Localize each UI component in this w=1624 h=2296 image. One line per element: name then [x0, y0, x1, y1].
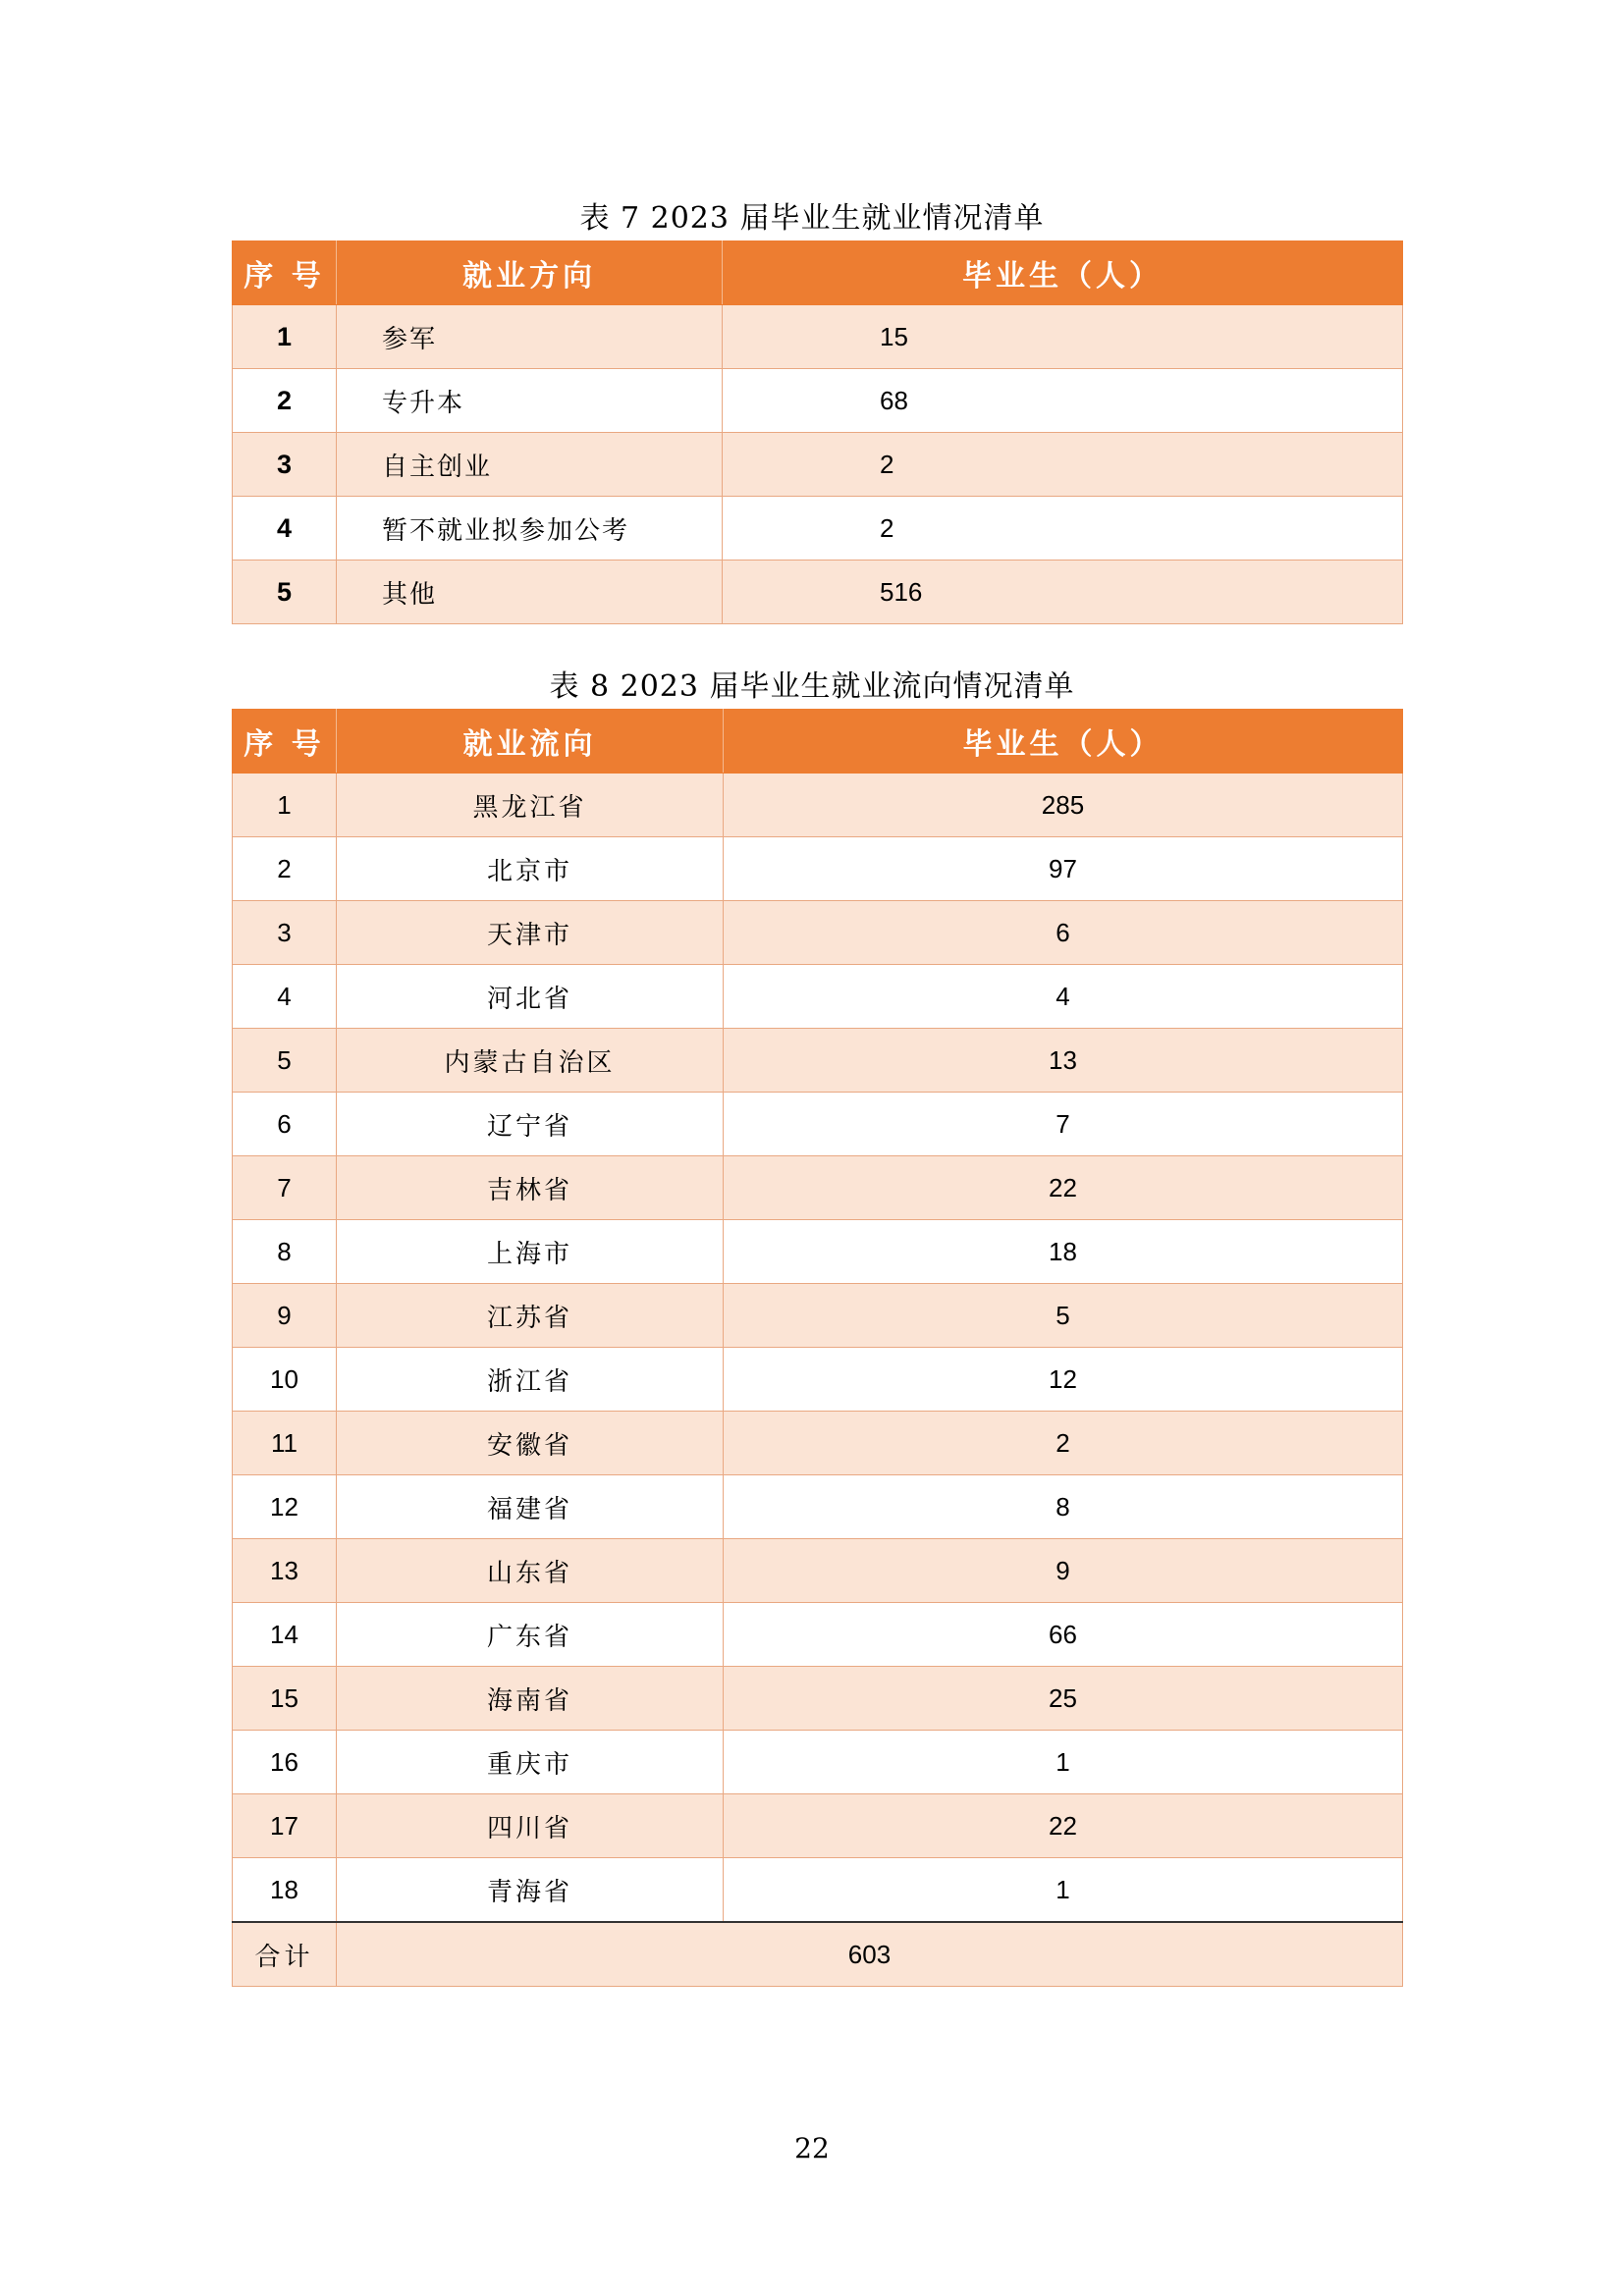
graduate-count-cell: 8 — [724, 1475, 1403, 1539]
table-row — [233, 1220, 1403, 1284]
serial-number-cell: 13 — [233, 1539, 337, 1603]
serial-number-cell: 3 — [233, 901, 337, 965]
graduate-count-cell: 9 — [724, 1539, 1403, 1603]
graduate-count-cell: 12 — [724, 1348, 1403, 1412]
graduate-count-cell: 285 — [724, 774, 1403, 837]
destination-cell: 吉林省 — [337, 1156, 724, 1220]
table-row — [233, 1858, 1403, 1923]
destination-cell: 黑龙江省 — [337, 774, 724, 837]
graduate-count-cell: 7 — [724, 1093, 1403, 1156]
serial-number-cell: 10 — [233, 1348, 337, 1412]
serial-number-cell: 2 — [233, 837, 337, 901]
graduate-count-cell: 97 — [724, 837, 1403, 901]
header-employment-direction: 就业方向 — [337, 241, 723, 305]
table-row — [233, 1667, 1403, 1731]
table-row — [233, 1093, 1403, 1156]
graduate-count-cell: 22 — [724, 1156, 1403, 1220]
employment-situation-table — [232, 240, 1403, 624]
serial-number-cell: 8 — [233, 1220, 337, 1284]
employment-direction-cell: 专升本 — [337, 369, 723, 433]
employment-direction-cell: 其他 — [337, 561, 723, 624]
graduate-count-cell: 2 — [723, 497, 1403, 561]
serial-number-cell: 4 — [233, 497, 337, 561]
table-row — [233, 433, 1403, 497]
graduate-count-cell: 2 — [723, 433, 1403, 497]
destination-cell: 山东省 — [337, 1539, 724, 1603]
graduate-count-cell: 1 — [724, 1731, 1403, 1794]
table-8-caption: 表 8 2023 届毕业生就业流向情况清单 — [549, 669, 1075, 704]
serial-number-cell: 12 — [233, 1475, 337, 1539]
graduate-count-cell: 5 — [724, 1284, 1403, 1348]
table-row — [233, 837, 1403, 901]
table-7-caption: 表 7 2023 届毕业生就业情况清单 — [579, 201, 1045, 236]
table-header-row — [233, 241, 1403, 305]
serial-number-cell: 1 — [233, 305, 337, 369]
page-number: 22 — [794, 2132, 830, 2164]
serial-number-cell: 17 — [233, 1794, 337, 1858]
total-row — [233, 1922, 1403, 1987]
serial-number-cell: 5 — [233, 561, 337, 624]
table-row — [233, 497, 1403, 561]
employment-direction-cell: 自主创业 — [337, 433, 723, 497]
serial-number-cell: 7 — [233, 1156, 337, 1220]
destination-cell: 天津市 — [337, 901, 724, 965]
table-row — [233, 901, 1403, 965]
table-row — [233, 561, 1403, 624]
destination-cell: 辽宁省 — [337, 1093, 724, 1156]
serial-number-cell: 18 — [233, 1858, 337, 1923]
graduate-count-cell: 66 — [724, 1603, 1403, 1667]
serial-number-cell: 4 — [233, 965, 337, 1029]
table-row — [233, 1412, 1403, 1475]
destination-cell: 浙江省 — [337, 1348, 724, 1412]
table-row — [233, 1794, 1403, 1858]
serial-number-cell: 9 — [233, 1284, 337, 1348]
employment-direction-cell: 暂不就业拟参加公考 — [337, 497, 723, 561]
table-row — [233, 774, 1403, 837]
serial-number-cell: 15 — [233, 1667, 337, 1731]
header-graduate-count: 毕业生（人） — [724, 710, 1403, 774]
graduate-count-cell: 13 — [724, 1029, 1403, 1093]
destination-cell: 内蒙古自治区 — [337, 1029, 724, 1093]
destination-cell: 海南省 — [337, 1667, 724, 1731]
table-row — [233, 1029, 1403, 1093]
graduate-count-cell: 25 — [724, 1667, 1403, 1731]
header-graduate-count: 毕业生（人） — [723, 241, 1403, 305]
graduate-count-cell: 2 — [724, 1412, 1403, 1475]
serial-number-cell: 2 — [233, 369, 337, 433]
destination-cell: 福建省 — [337, 1475, 724, 1539]
table-row — [233, 1539, 1403, 1603]
table-header-row — [233, 710, 1403, 774]
header-serial-number: 序 号 — [233, 241, 337, 305]
graduate-count-cell: 15 — [723, 305, 1403, 369]
destination-cell: 四川省 — [337, 1794, 724, 1858]
destination-cell: 重庆市 — [337, 1731, 724, 1794]
serial-number-cell: 14 — [233, 1603, 337, 1667]
employment-direction-cell: 参军 — [337, 305, 723, 369]
serial-number-cell: 3 — [233, 433, 337, 497]
total-label: 合计 — [233, 1922, 337, 1987]
employment-destination-table — [232, 709, 1403, 1987]
table-row — [233, 1284, 1403, 1348]
table-row — [233, 369, 1403, 433]
table-row — [233, 1348, 1403, 1412]
serial-number-cell: 6 — [233, 1093, 337, 1156]
graduate-count-cell: 516 — [723, 561, 1403, 624]
table-row — [233, 1156, 1403, 1220]
serial-number-cell: 1 — [233, 774, 337, 837]
destination-cell: 青海省 — [337, 1858, 724, 1923]
destination-cell: 河北省 — [337, 965, 724, 1029]
table-row — [233, 1603, 1403, 1667]
serial-number-cell: 16 — [233, 1731, 337, 1794]
header-serial-number: 序 号 — [233, 710, 337, 774]
destination-cell: 江苏省 — [337, 1284, 724, 1348]
serial-number-cell: 11 — [233, 1412, 337, 1475]
table-row — [233, 305, 1403, 369]
table-row — [233, 1475, 1403, 1539]
graduate-count-cell: 6 — [724, 901, 1403, 965]
graduate-count-cell: 1 — [724, 1858, 1403, 1923]
destination-cell: 北京市 — [337, 837, 724, 901]
header-employment-destination: 就业流向 — [337, 710, 724, 774]
graduate-count-cell: 68 — [723, 369, 1403, 433]
destination-cell: 上海市 — [337, 1220, 724, 1284]
destination-cell: 广东省 — [337, 1603, 724, 1667]
table-row — [233, 965, 1403, 1029]
graduate-count-cell: 4 — [724, 965, 1403, 1029]
serial-number-cell: 5 — [233, 1029, 337, 1093]
table-row — [233, 1731, 1403, 1794]
graduate-count-cell: 22 — [724, 1794, 1403, 1858]
graduate-count-cell: 18 — [724, 1220, 1403, 1284]
destination-cell: 安徽省 — [337, 1412, 724, 1475]
total-value: 603 — [337, 1922, 1403, 1987]
